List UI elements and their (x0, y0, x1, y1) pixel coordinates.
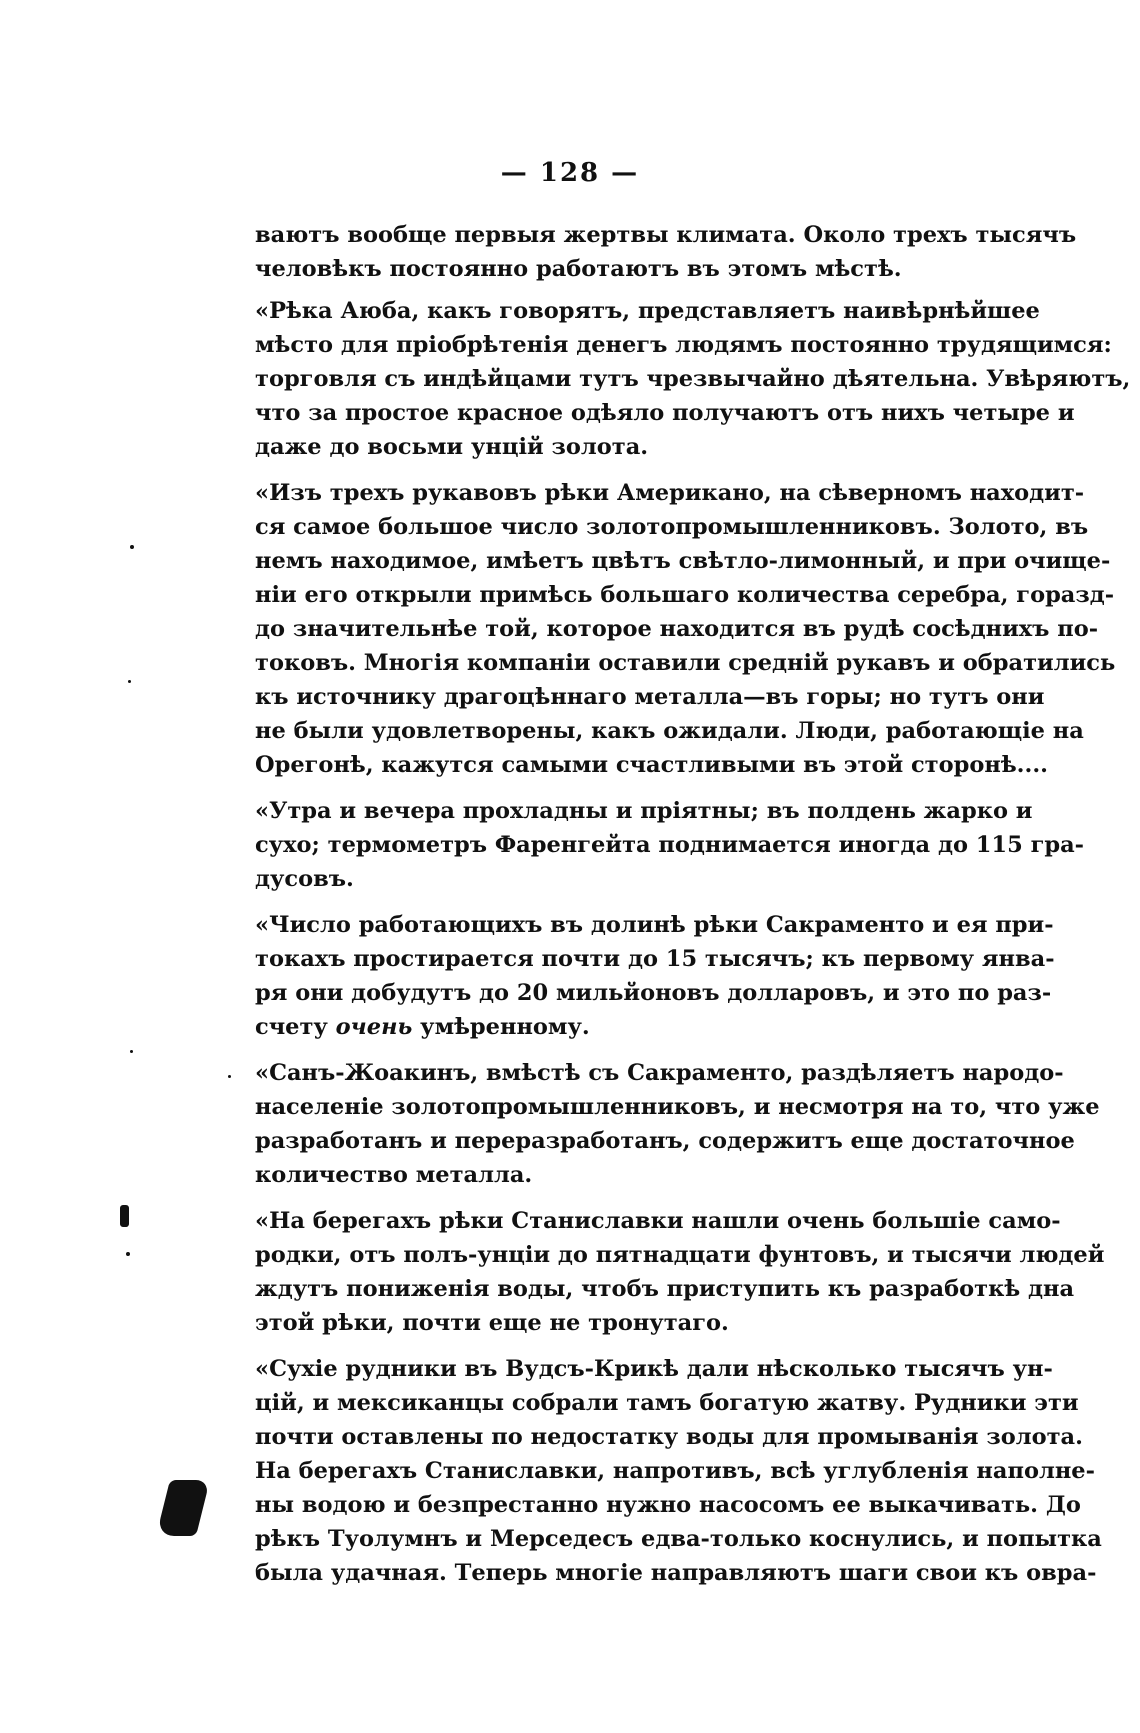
paragraph-woods-creek (255, 1352, 1102, 1590)
scan-speck (126, 1252, 130, 1256)
text-line: «Изъ трехъ рукавовъ рѣки Американо, на сѣверномъ находит- (255, 480, 1085, 506)
text-line: «На берегахъ рѣки Станиславки нашли очень большіе само- (255, 1208, 1061, 1234)
text-line: мѣсто для пріобрѣтенія денегъ людямъ постоянно трудящимся: (255, 332, 1112, 358)
text-line: Орегонѣ, кажутся самыми счастливыми въ этой сторонѣ.... (255, 752, 1048, 778)
text-line: была удачная. Теперь многіе направляютъ шаги свои къ овра- (255, 1560, 1097, 1586)
text-line: «Рѣка Аюба, какъ говорятъ, представляетъ наивѣрнѣйшее (255, 298, 1040, 324)
paragraph-sacramento (255, 908, 1055, 1044)
text-line: ны водою и безпрестанно нужно насосомъ ее выкачивать. До (255, 1492, 1081, 1518)
scan-speck (228, 1075, 231, 1078)
text-line: разработанъ и переразработанъ, содержитъ еще достаточное (255, 1128, 1075, 1154)
text-line: сухо; термометръ Фаренгейта поднимается иногда до 115 гра- (255, 832, 1085, 858)
text-line: немъ находимое, имѣетъ цвѣтъ свѣтло-лимонный, и при очище- (255, 548, 1111, 574)
text-line: количество металла. (255, 1162, 533, 1188)
text-line: «Утра и вечера прохладны и пріятны; въ полдень жарко и (255, 798, 1033, 824)
paragraph-americano-river (255, 476, 1116, 782)
text-line: даже до восьми унцій золота. (255, 434, 649, 460)
text-line: рѣкъ Туолумнъ и Мерседесъ едва-только коснулись, и попытка (255, 1526, 1102, 1552)
text-line: «Сухіе рудники въ Вудсъ-Крикѣ дали нѣсколько тысячъ ун- (255, 1356, 1053, 1382)
ink-blot (156, 1480, 210, 1536)
text-line: токахъ простирается почти до 15 тысячъ; къ первому янва- (255, 946, 1055, 972)
paragraph-climate (255, 794, 1085, 896)
paragraph-continuation (255, 218, 1077, 286)
text-line: ніи его открыли примѣсь большаго количества серебра, горазд- (255, 582, 1115, 608)
scan-speck (130, 545, 134, 549)
text-line: токовъ. Многія компаніи оставили средній рукавъ и обратились (255, 650, 1116, 676)
paragraph-stanislaus (255, 1204, 1105, 1340)
text-line: цій, и мексиканцы собрали тамъ богатую жатву. Рудники эти (255, 1390, 1079, 1416)
text-line: населеніе золотопромышленниковъ, и несмотря на то, что уже (255, 1094, 1100, 1120)
text-fragment: умѣренному. (412, 1014, 590, 1040)
text-line: «Санъ-Жоакинъ, вмѣстѣ съ Сакраменто, раздѣляетъ народо- (255, 1060, 1064, 1086)
text-line: дусовъ. (255, 866, 354, 892)
text-line: этой рѣки, почти еще не тронутаго. (255, 1310, 729, 1336)
text-line: не были удовлетворены, какъ ожидали. Люди, работающіе на (255, 718, 1084, 744)
text-line: ря они добудутъ до 20 мильйоновъ долларовъ, и это по раз- (255, 980, 1052, 1006)
text-line: родки, отъ полъ-унціи до пятнадцати фунтовъ, и тысячи людей (255, 1242, 1105, 1268)
text-line: ваютъ вообще первыя жертвы климата. Около трехъ тысячъ (255, 222, 1077, 248)
text-line: ся самое большое число золотопромышленниковъ. Золото, въ (255, 514, 1089, 540)
text-line: На берегахъ Станиславки, напротивъ, всѣ углубленія наполне- (255, 1458, 1095, 1484)
text-line: къ источнику драгоцѣннаго металла—въ горы; но тутъ они (255, 684, 1045, 710)
body-text (255, 218, 1131, 1602)
text-fragment: счету (255, 1014, 336, 1040)
page-number: — 128 — (500, 158, 640, 188)
text-line (255, 1010, 1005, 1044)
text-line: ждутъ пониженія воды, чтобъ приступить къ разработкѣ дна (255, 1276, 1075, 1302)
scan-speck (120, 1205, 129, 1227)
text-line: человѣкъ постоянно работаютъ въ этомъ мѣстѣ. (255, 256, 902, 282)
text-line: что за простое красное одѣяло получаютъ отъ нихъ четыре и (255, 400, 1075, 426)
text-line: торговля съ индѣйцами тутъ чрезвычайно дѣятельна. Увѣряютъ, (255, 366, 1131, 392)
text-line: почти оставлены по недостатку воды для промыванія золота. (255, 1424, 1083, 1450)
paragraph-ayuba-river (255, 294, 1131, 464)
text-line: до значительнѣе той, которое находится въ рудѣ сосѣднихъ по- (255, 616, 1099, 642)
scan-speck (130, 1050, 133, 1053)
paragraph-san-joaquin (255, 1056, 1100, 1192)
text-line: «Число работающихъ въ долинѣ рѣки Сакраменто и ея при- (255, 912, 1054, 938)
scan-speck (128, 680, 131, 683)
emphasized-word: очень (335, 1014, 413, 1040)
